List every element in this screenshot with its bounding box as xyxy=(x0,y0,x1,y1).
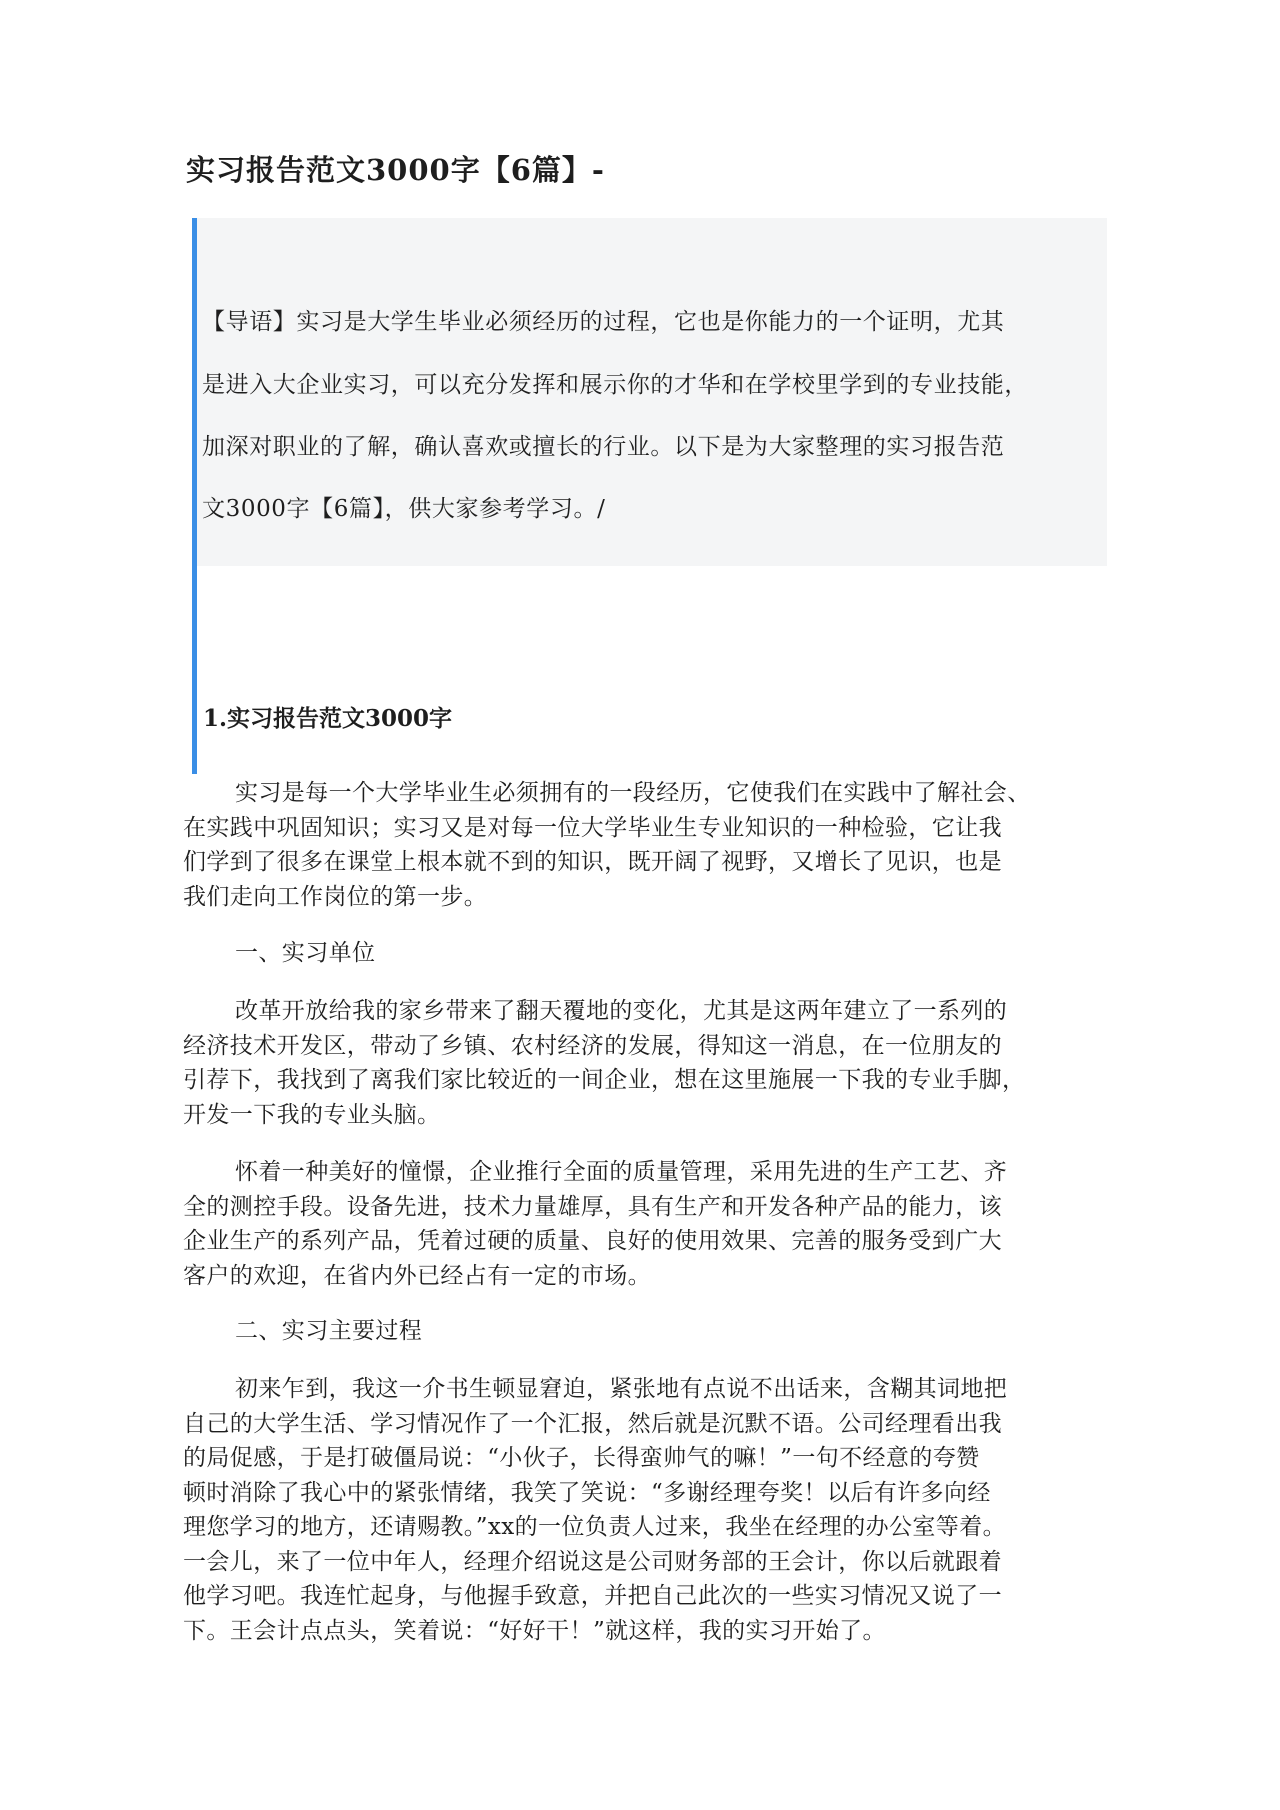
text-line: 顿时消除了我心中的紧张情绪，我笑了笑说：“多谢经理夸奖！以后有许多向经 xyxy=(183,1479,991,1506)
text-line: 我们走向工作岗位的第一步。 xyxy=(183,883,488,910)
subheading-text: 二、实习主要过程 xyxy=(235,1318,423,1344)
section-heading: 1.实习报告范文3000字 xyxy=(203,705,453,732)
subheading-main-process xyxy=(183,1314,1133,1349)
text-line: 企业生产的系列产品，凭着过硬的质量、良好的使用效果、完善的服务受到广大 xyxy=(183,1228,1002,1254)
text-line: 的局促感，于是打破僵局说：“小伙子，长得蛮帅气的嘛！”一句不经意的夸赞 xyxy=(183,1445,980,1471)
document-title: 实习报告范文3000字【6篇】- xyxy=(186,153,605,187)
text-line: 在实践中巩固知识；实习又是对每一位大学毕业生专业知识的一种检验，它让我 xyxy=(183,814,1002,841)
text-line: 下。王会计点点头，笑着说：“好好干！”就这样，我的实习开始了。 xyxy=(183,1617,886,1644)
text-line: 理您学习的地方，还请赐教。”xx的一位负责人过来，我坐在经理的办公室等着。 xyxy=(183,1514,1007,1540)
text-line: 经济技术开发区，带动了乡镇、农村经济的发展，得知这一消息，在一位朋友的 xyxy=(183,1032,1002,1059)
paragraph-4 xyxy=(183,1372,1133,1648)
text-line: 们学到了很多在课堂上根本就不到的知识，既开阔了视野，又增长了见识，也是 xyxy=(183,849,1002,875)
subheading-text: 一、实习单位 xyxy=(235,940,376,966)
text-line: 初来乍到，我这一介书生顿显窘迫，紧张地有点说不出话来，含糊其词地把 xyxy=(235,1376,1008,1402)
intro-line: 是进入大企业实习，可以充分发挥和展示你的才华和在学校里学到的专业技能， xyxy=(202,372,1028,398)
intro-line: 加深对职业的了解，确认喜欢或擅长的行业。以下是为大家整理的实习报告范 xyxy=(202,434,1005,460)
intro-line: 文3000字【6篇】，供大家参考学习。/ xyxy=(202,496,606,522)
text-line: 客户的欢迎，在省内外已经占有一定的市场。 xyxy=(183,1262,651,1289)
text-line: 怀着一种美好的憧憬，企业推行全面的质量管理，采用先进的生产工艺、齐 xyxy=(235,1159,1008,1185)
text-line: 开发一下我的专业头脑。 xyxy=(183,1101,441,1128)
subheading-internship-unit xyxy=(183,936,1133,971)
text-line: 全的测控手段。设备先进，技术力量雄厚，具有生产和开发各种产品的能力，该 xyxy=(183,1193,1002,1220)
text-line: 自己的大学生活、学习情况作了一个汇报，然后就是沉默不语。公司经理看出我 xyxy=(183,1410,1002,1437)
text-line: 引荐下，我找到了离我们家比较近的一间企业，想在这里施展一下我的专业手脚， xyxy=(183,1067,1026,1093)
text-line: 实习是每一个大学毕业生必须拥有的一段经历，它使我们在实践中了解社会、 xyxy=(235,780,1031,806)
paragraph-2 xyxy=(183,994,1133,1132)
intro-line: 【导语】实习是大学生毕业必须经历的过程，它也是你能力的一个证明，尤其 xyxy=(202,309,1005,335)
paragraph-3 xyxy=(183,1155,1133,1293)
text-line: 一会儿，来了一位中年人，经理介绍说这是公司财务部的王会计，你以后就跟着 xyxy=(183,1548,1002,1575)
paragraph-1 xyxy=(183,776,1133,914)
text-line: 改革开放给我的家乡带来了翻天覆地的变化，尤其是这两年建立了一系列的 xyxy=(235,998,1008,1024)
text-line: 他学习吧。我连忙起身，与他握手致意，并把自己此次的一些实习情况又说了一 xyxy=(183,1583,1002,1609)
